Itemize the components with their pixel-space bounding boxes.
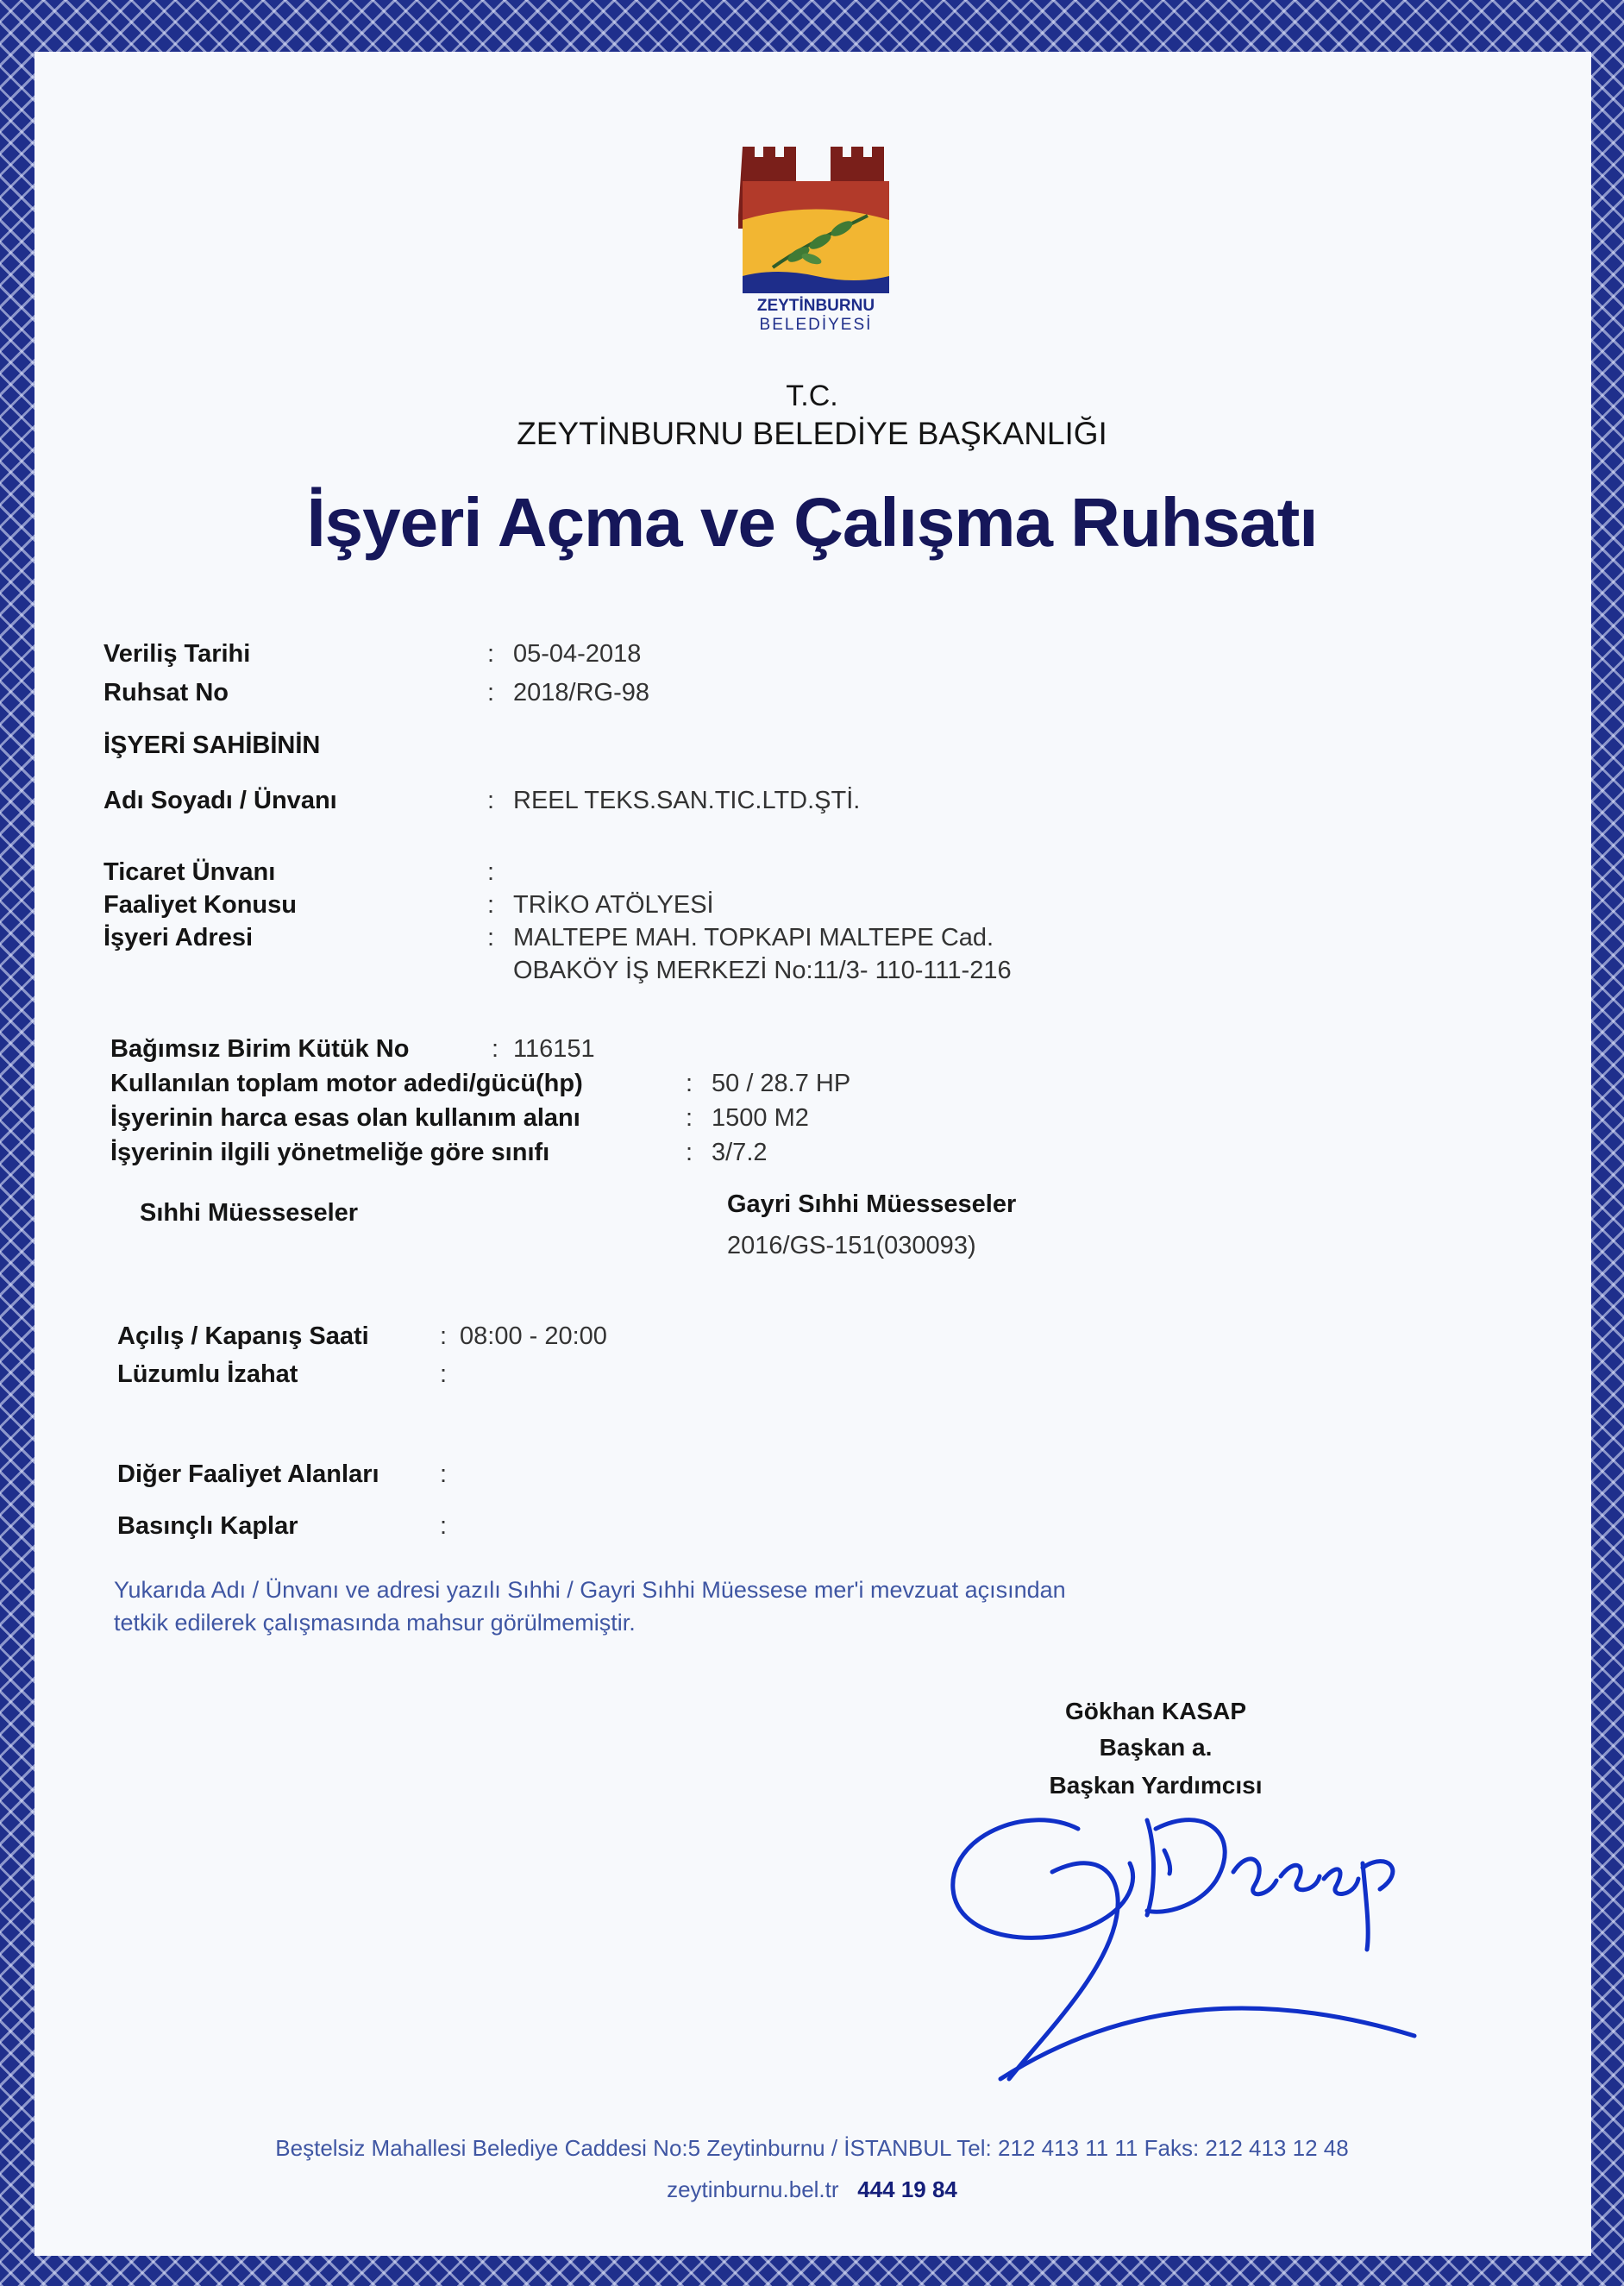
statement-line2: tetkik edilerek çalışmasında mahsur görülmemiştir. bbox=[114, 1610, 636, 1636]
other-activities-label: Diğer Faaliyet Alanları bbox=[117, 1460, 379, 1488]
other-activities-sep: : bbox=[440, 1460, 448, 1488]
logo-sub-text: BELEDİYESİ bbox=[759, 316, 873, 334]
address-sep: : bbox=[487, 924, 495, 951]
area-value: 1500 M2 bbox=[712, 1104, 809, 1132]
non-sanitary-label: Gayri Sıhhi Müesseseler bbox=[727, 1190, 1017, 1218]
address-label: İşyeri Adresi bbox=[103, 924, 254, 951]
owner-heading: İŞYERİ SAHİBİNİN bbox=[103, 732, 321, 759]
document-title: İşyeri Açma ve Çalışma Ruhsatı bbox=[306, 484, 1318, 561]
authority-name: ZEYTİNBURNU BELEDİYE BAŞKANLIĞI bbox=[517, 416, 1107, 451]
sanitary-label: Sıhhi Müesseseler bbox=[140, 1199, 359, 1227]
signatory-name: Gökhan KASAP bbox=[1064, 1698, 1247, 1724]
signatory-title1: Başkan a. bbox=[1099, 1734, 1213, 1761]
owner-name-value: REEL TEKS.SAN.TIC.LTD.ŞTİ. bbox=[513, 787, 861, 814]
unit-no-label: Bağımsız Birim Kütük No bbox=[110, 1035, 410, 1063]
explanation-sep: : bbox=[440, 1360, 448, 1388]
trade-name-sep: : bbox=[487, 858, 495, 886]
owner-name-label: Adı Soyadı / Ünvanı bbox=[103, 787, 337, 814]
signatory-title2: Başkan Yardımcısı bbox=[1049, 1772, 1263, 1799]
motor-sep: : bbox=[686, 1070, 693, 1097]
municipality-logo bbox=[738, 138, 894, 336]
footer-phone: 444 19 84 bbox=[857, 2176, 957, 2202]
motor-label: Kullanılan toplam motor adedi/gücü(hp) bbox=[110, 1070, 583, 1097]
hours-label: Açılış / Kapanış Saati bbox=[117, 1322, 369, 1350]
unit-no-value: 116151 bbox=[513, 1035, 595, 1063]
handwritten-signature bbox=[897, 1518, 1432, 2122]
activity-sep: : bbox=[487, 891, 495, 919]
issue-date-value: 05-04-2018 bbox=[513, 640, 642, 668]
pressure-vessels-sep: : bbox=[440, 1512, 448, 1540]
explanation-label: Lüzumlu İzahat bbox=[117, 1360, 298, 1388]
statement-line1: Yukarıda Adı / Ünvanı ve adresi yazılı Sıhhi / Gayri Sıhhi Müessese mer'i mevzuat açısından bbox=[114, 1577, 1066, 1603]
activity-label: Faaliyet Konusu bbox=[103, 891, 297, 919]
issue-date-sep: : bbox=[487, 640, 495, 668]
address-line1: MALTEPE MAH. TOPKAPI MALTEPE Cad. bbox=[513, 924, 994, 951]
issue-date-label: Veriliş Tarihi bbox=[103, 640, 251, 668]
license-no-label: Ruhsat No bbox=[103, 679, 229, 707]
class-label: İşyerinin ilgili yönetmeliğe göre sınıfı bbox=[110, 1139, 550, 1166]
activity-value: TRİKO ATÖLYESİ bbox=[513, 891, 714, 919]
area-sep: : bbox=[686, 1104, 693, 1132]
footer-website: zeytinburnu.bel.tr bbox=[667, 2176, 839, 2202]
class-sep: : bbox=[686, 1139, 693, 1166]
trade-name-label: Ticaret Ünvanı bbox=[103, 858, 276, 886]
non-sanitary-value: 2016/GS-151(030093) bbox=[727, 1232, 976, 1259]
logo-name-text: ZEYTİNBURNU bbox=[756, 297, 875, 315]
class-value: 3/7.2 bbox=[712, 1139, 768, 1166]
license-no-value: 2018/RG-98 bbox=[513, 679, 649, 707]
pressure-vessels-label: Basınçlı Kaplar bbox=[117, 1512, 298, 1540]
hours-sep: : bbox=[440, 1322, 448, 1350]
address-line2: OBAKÖY İŞ MERKEZİ No:11/3- 110-111-216 bbox=[513, 957, 1012, 984]
unit-no-sep: : bbox=[492, 1035, 499, 1063]
owner-name-sep: : bbox=[487, 787, 495, 814]
republic-abbrev: T.C. bbox=[786, 380, 838, 412]
area-label: İşyerinin harca esas olan kullanım alanı bbox=[110, 1104, 580, 1132]
license-no-sep: : bbox=[487, 679, 495, 707]
footer-contact bbox=[0, 2176, 1624, 2203]
motor-value: 50 / 28.7 HP bbox=[712, 1070, 851, 1097]
hours-value: 08:00 - 20:00 bbox=[460, 1322, 607, 1350]
footer-address: Beştelsiz Mahallesi Belediye Caddesi No:5 Zeytinburnu / İSTANBUL Tel: 212 413 11 11 Faks: 212 413 12 48 bbox=[275, 2135, 1349, 2161]
